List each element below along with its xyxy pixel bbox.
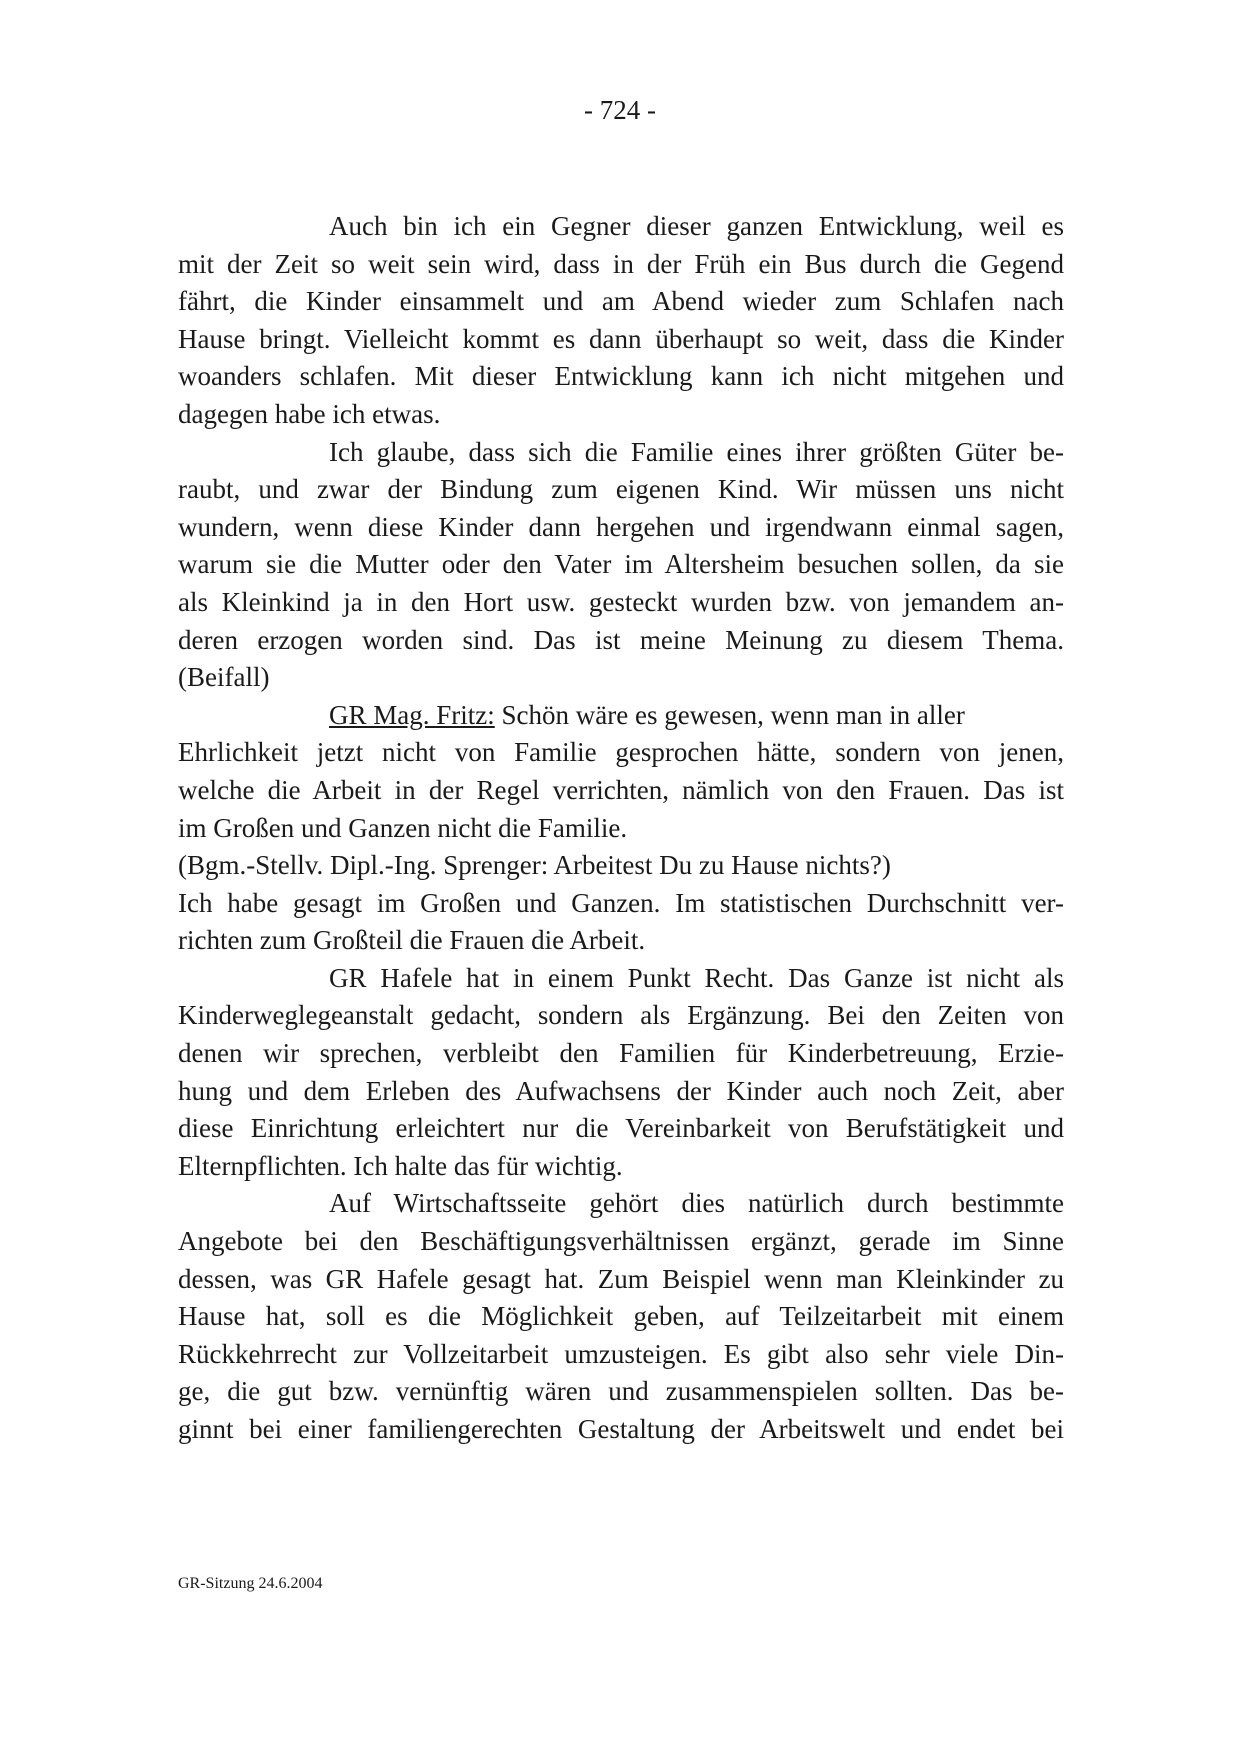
text-line	[178, 246, 1064, 284]
text-line	[178, 922, 1064, 960]
page-number: - 724 -	[584, 95, 656, 125]
line-text: Hause hat, soll es die Möglichkeit geben, auf Teilzeitarbeit mit einem	[178, 1301, 1064, 1332]
line-text: Elternpflichten. Ich halte das für wichtig.	[178, 1150, 623, 1181]
line-text: fährt, die Kinder einsammelt und am Abend wieder zum Schlafen nach	[178, 286, 1064, 317]
text-line	[178, 1336, 1064, 1374]
text-line	[178, 997, 1064, 1035]
text-line	[178, 772, 1064, 810]
text-line	[178, 396, 1064, 434]
line-text: richten zum Großteil die Frauen die Arbeit.	[178, 925, 646, 956]
line-text: Kinderweglegeanstalt gedacht, sondern als Ergänzung. Bei den Zeiten von	[178, 1000, 1064, 1031]
text-line	[178, 659, 1064, 697]
text-line	[178, 847, 1064, 885]
body-text	[178, 208, 1064, 1449]
text-line	[178, 1298, 1064, 1336]
line-text: Ich habe gesagt im Großen und Ganzen. Im statistischen Durchschnitt ver-	[178, 887, 1064, 918]
line-text: Auch bin ich ein Gegner dieser ganzen Entwicklung, weil es	[329, 211, 1064, 241]
line-text: dessen, was GR Hafele gesagt hat. Zum Beispiel wenn man Kleinkinder zu	[178, 1263, 1064, 1294]
line-text: Angebote bei den Beschäftigungsverhältnissen ergänzt, gerade im Sinne	[178, 1226, 1064, 1257]
line-text: wundern, wenn diese Kinder dann hergehen und irgendwann einmal sagen,	[178, 511, 1064, 542]
text-line	[178, 1035, 1064, 1073]
line-text: (Bgm.-Stellv. Dipl.-Ing. Sprenger: Arbeitest Du zu Hause nichts?)	[178, 850, 891, 881]
line-text: woanders schlafen. Mit dieser Entwicklung kann ich nicht mitgehen und	[178, 361, 1064, 392]
line-text: Auf Wirtschaftsseite gehört dies natürlich durch bestimmte	[329, 1188, 1064, 1219]
text-line	[178, 810, 1064, 848]
text-line	[178, 1411, 1064, 1449]
text-line	[178, 321, 1064, 359]
line-text: denen wir sprechen, verbleibt den Familien für Kinderbetreuung, Erzie-	[178, 1038, 1064, 1069]
text-line	[178, 734, 1064, 772]
line-text: Ehrlichkeit jetzt nicht von Familie gesprochen hätte, sondern von jenen,	[178, 737, 1064, 768]
text-line	[178, 1073, 1064, 1111]
line-text: ge, die gut bzw. vernünftig wären und zusammenspielen sollten. Das be-	[178, 1376, 1064, 1407]
speaker-name: GR Mag. Fritz:	[329, 699, 495, 730]
text-line	[178, 208, 1064, 246]
line-text: Schön wäre es gewesen, wenn man in aller	[494, 699, 965, 730]
text-line	[178, 1148, 1064, 1186]
text-line	[178, 584, 1064, 622]
line-text: hung und dem Erleben des Aufwachsens der Kinder auch noch Zeit, aber	[178, 1075, 1064, 1106]
line-text: Hause bringt. Vielleicht kommt es dann überhaupt so weit, dass die Kinder	[178, 323, 1064, 354]
line-text: Rückkehrrecht zur Vollzeitarbeit umzusteigen. Es gibt also sehr viele Din-	[178, 1338, 1064, 1369]
text-line	[178, 1261, 1064, 1299]
line-text: im Großen und Ganzen nicht die Familie.	[178, 812, 628, 843]
text-line	[178, 697, 1064, 735]
text-line	[178, 960, 1064, 998]
line-text: welche die Arbeit in der Regel verrichten, nämlich von den Frauen. Das ist	[178, 774, 1064, 805]
text-line	[178, 1373, 1064, 1411]
text-line	[178, 1110, 1064, 1148]
text-line	[178, 434, 1064, 472]
line-text: mit der Zeit so weit sein wird, dass in der Früh ein Bus durch die Gegend	[178, 248, 1064, 279]
line-text: ginnt bei einer familiengerechten Gestaltung der Arbeitswelt und endet bei	[178, 1414, 1064, 1444]
line-text: Ich glaube, dass sich die Familie eines ihrer größten Güter be-	[329, 436, 1064, 467]
line-text: raubt, und zwar der Bindung zum eigenen Kind. Wir müssen uns nicht	[178, 474, 1064, 505]
line-text: (Beifall)	[178, 662, 270, 693]
text-line	[178, 622, 1064, 660]
text-line	[178, 509, 1064, 547]
footer-session-date: GR-Sitzung 24.6.2004	[178, 1575, 323, 1592]
line-text: als Kleinkind ja in den Hort usw. gesteckt wurden bzw. von jemandem an-	[178, 586, 1064, 617]
text-line	[178, 1223, 1064, 1261]
line-text: warum sie die Mutter oder den Vater im Altersheim besuchen sollen, da sie	[178, 549, 1064, 580]
text-line	[178, 546, 1064, 584]
line-text: deren erzogen worden sind. Das ist meine Meinung zu diesem Thema.	[178, 624, 1064, 655]
text-line	[178, 1185, 1064, 1223]
line-text: dagegen habe ich etwas.	[178, 398, 441, 429]
text-line	[178, 471, 1064, 509]
text-line	[178, 283, 1064, 321]
line-text: GR Hafele hat in einem Punkt Recht. Das Ganze ist nicht als	[329, 962, 1064, 993]
text-line	[178, 358, 1064, 396]
line-text: diese Einrichtung erleichtert nur die Vereinbarkeit von Berufstätigkeit und	[178, 1113, 1064, 1144]
text-line	[178, 885, 1064, 923]
